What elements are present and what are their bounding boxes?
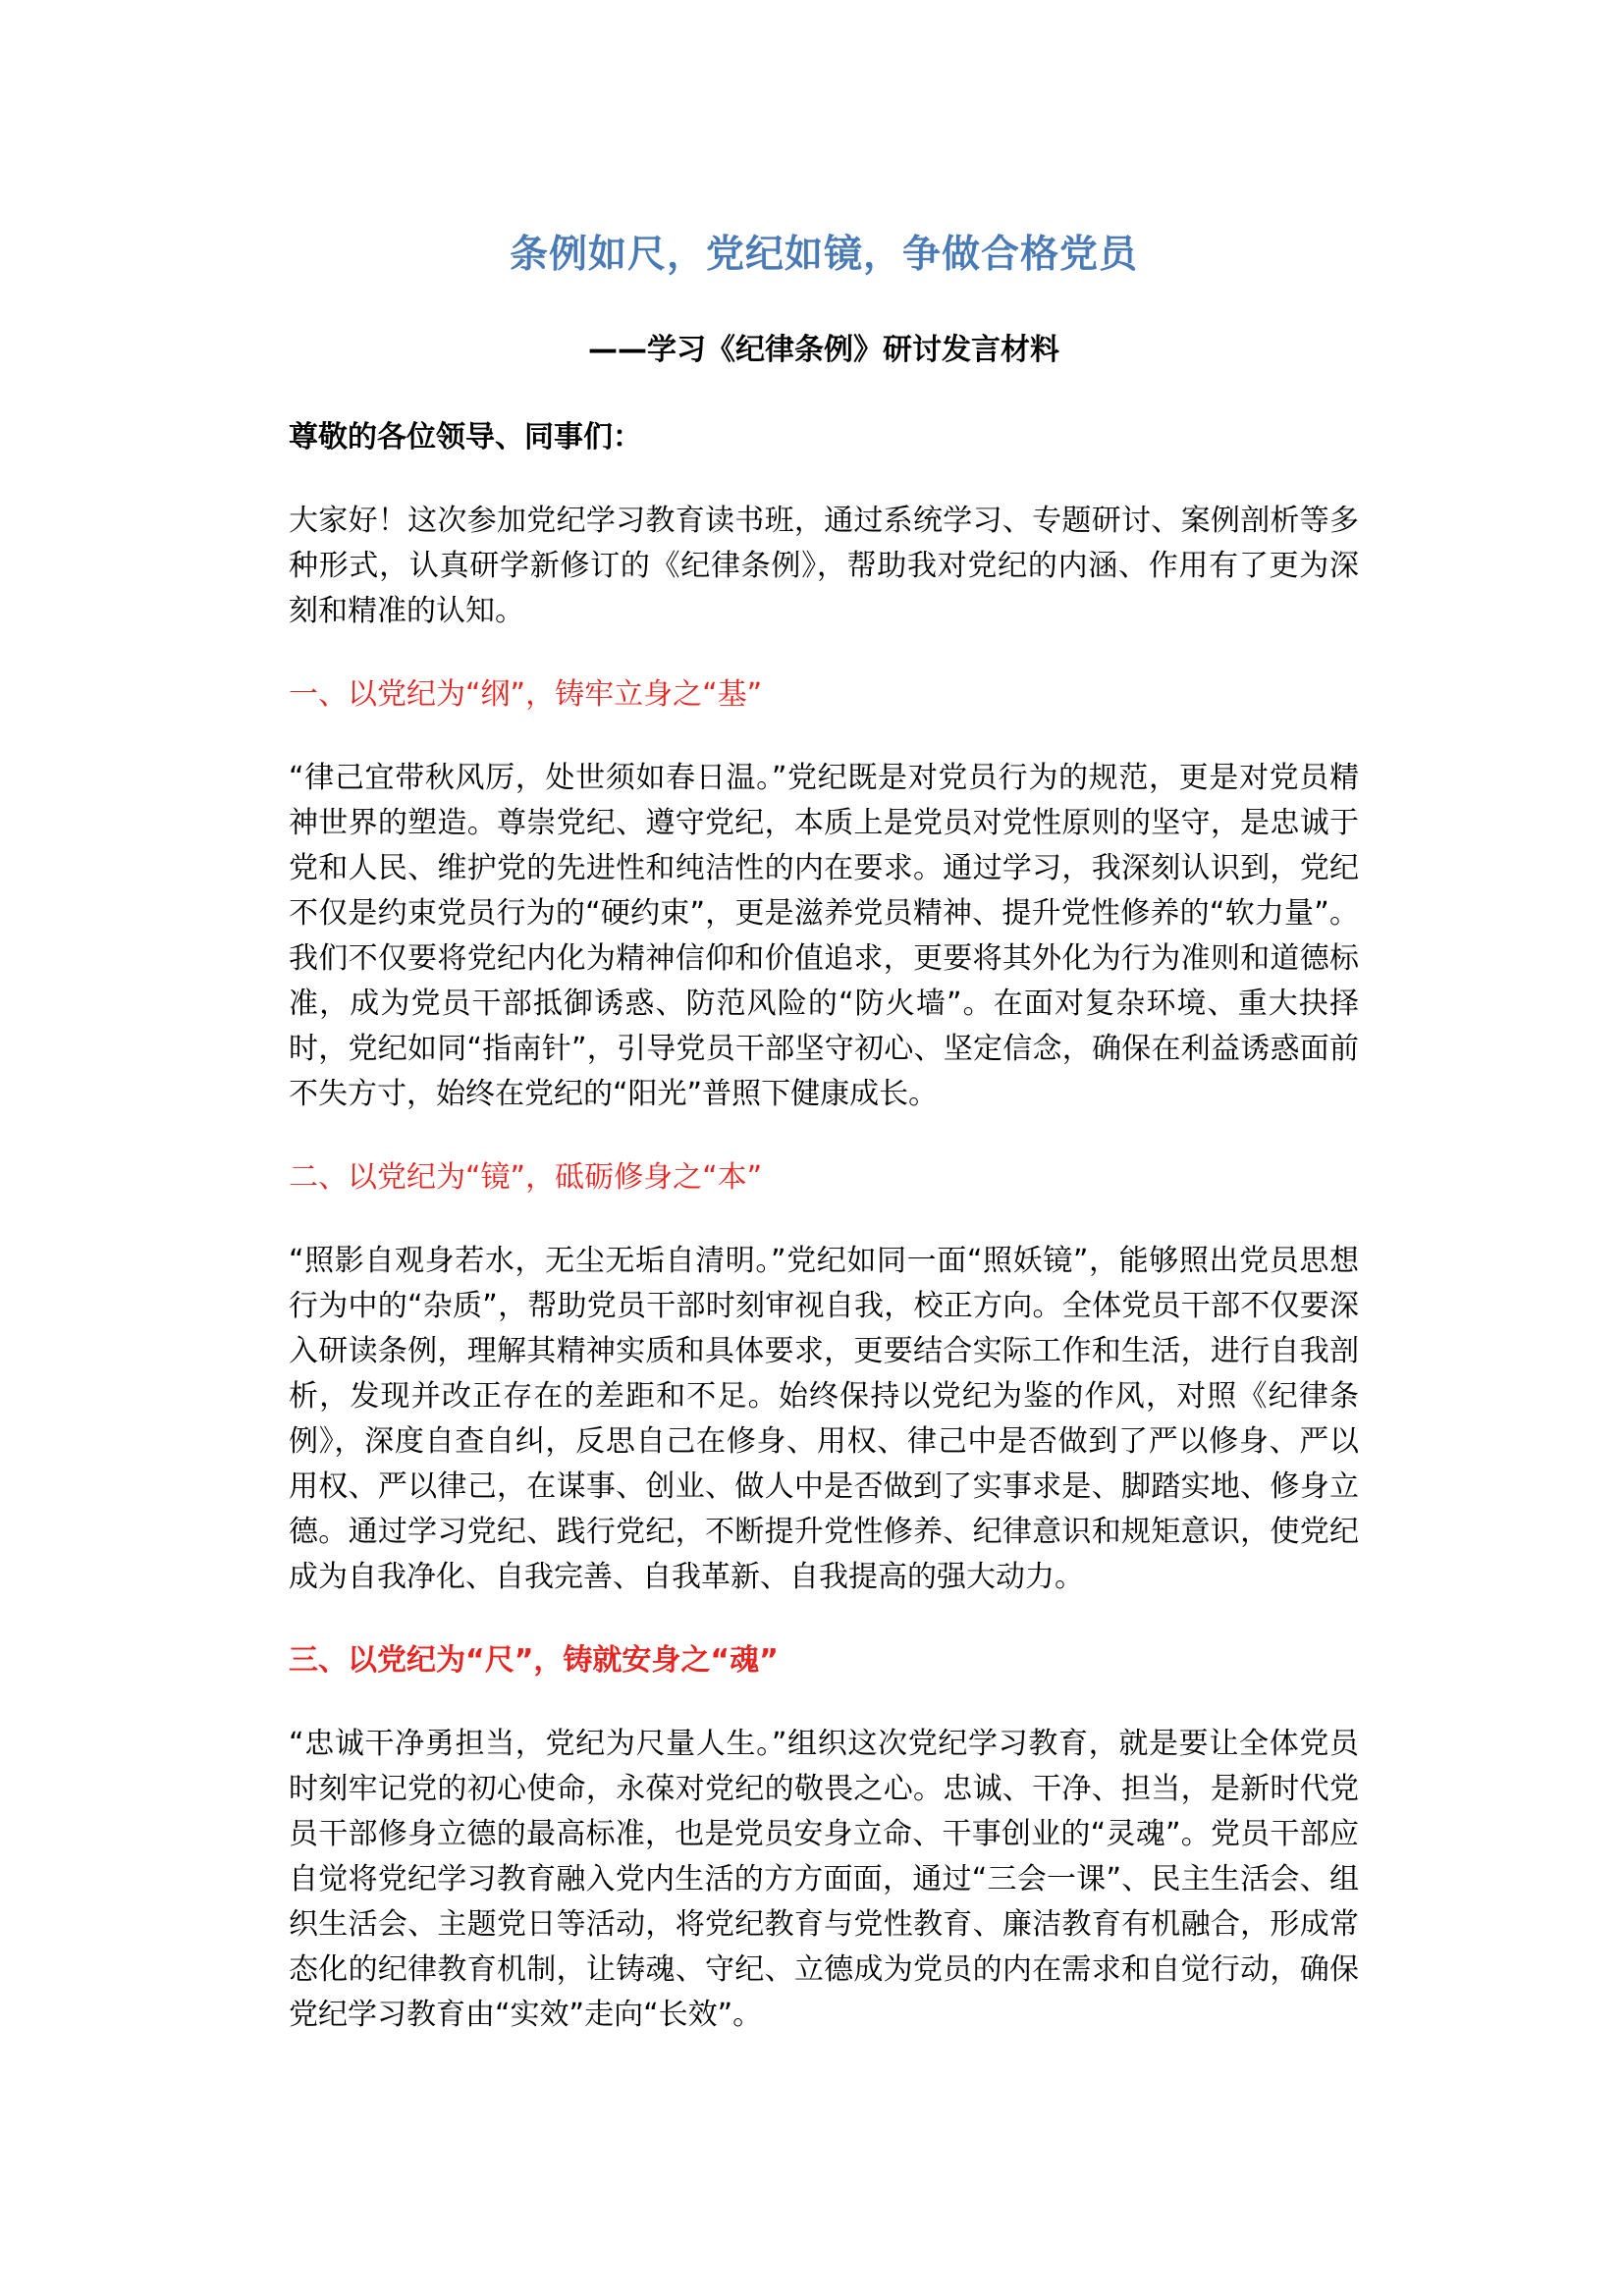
section-2-body: “照影自观身若水，无尘无垢自清明。”党纪如同一面“照妖镜”，能够照出党员思想行为中的“杂质”，帮助党员干部时刻审视自我，校正方向。全体党员干部不仅要深入研读条例，理解其精神实质和具体要求，更要结合实际工作和生活，进行自我剖析，发现并改正存在的差距和不足。始终保持以党纪为鉴的作风，对照《纪律条例》，深度自查自纠，反思自己在修身、用权、律己中是否做到了严以修身、严以用权、严以律己，在谋事、创业、做人中是否做到了实事求是、脚踏实地、修身立德。通过学习党纪、践行党纪，不断提升党性修养、纪律意识和规矩意识，使党纪成为自我净化、自我完善、自我革新、自我提高的强大动力。 <box>289 1244 1359 1594</box>
document-title: 条例如尺，党纪如镜，争做合格党员 <box>509 233 1138 277</box>
salutation: 尊敬的各位领导、同事们： <box>289 420 642 454</box>
section-3-body: “忠诚干净勇担当，党纪为尺量人生。”组织这次党纪学习教育，就是要让全体党员时刻牢记党的初心使命，永葆对党纪的敬畏之心。忠诚、干净、担当，是新时代党员干部修身立德的最高标准，也是党员安身立命、干事创业的“灵魂”。党员干部应自觉将党纪学习教育融入党内生活的方方面面，通过“三会一课”、民主生活会、组织生活会、主题党日等活动，将党纪教育与党性教育、廉洁教育有机融合，形成常态化的纪律教育机制，让铸魂、守纪、立德成为党员的内在需求和自觉行动，确保党纪学习教育由“实效”走向“长效”。 <box>289 1727 1359 2032</box>
section-3-heading: 三、以党纪为“尺”，铸就安身之“魂” <box>289 1643 779 1678</box>
intro-paragraph: 大家好！这次参加党纪学习教育读书班，通过系统学习、专题研讨、案例剖析等多种形式，认真研学新修订的《纪律条例》，帮助我对党纪的内涵、作用有了更为深刻和精准的认知。 <box>289 504 1359 628</box>
document-subtitle: ——学习《纪律条例》研讨发言材料 <box>588 333 1059 367</box>
section-1-heading: 一、以党纪为“纲”，铸牢立身之“基” <box>289 677 763 712</box>
section-1-body: “律己宜带秋风厉，处世须如春日温。”党纪既是对党员行为的规范，更是对党员精神世界的塑造。尊崇党纪、遵守党纪，本质上是党员对党性原则的坚守，是忠诚于党和人民、维护党的先进性和纯洁性的内在要求。通过学习，我深刻认识到，党纪不仅是约束党员行为的“硬约束”，更是滋养党员精神、提升党性修养的“软力量”。我们不仅要将党纪内化为精神信仰和价值追求，更要将其外化为行为准则和道德标准，成为党员干部抵御诱惑、防范风险的“防火墙”。在面对复杂环境、重大抉择时，党纪如同“指南针”，引导党员干部坚守初心、坚定信念，确保在利益诱惑面前不失方寸，始终在党纪的“阳光”普照下健康成长。 <box>289 761 1359 1111</box>
document-page <box>289 226 1359 2038</box>
section-2-heading: 二、以党纪为“镜”，砥砺修身之“本” <box>289 1160 763 1195</box>
